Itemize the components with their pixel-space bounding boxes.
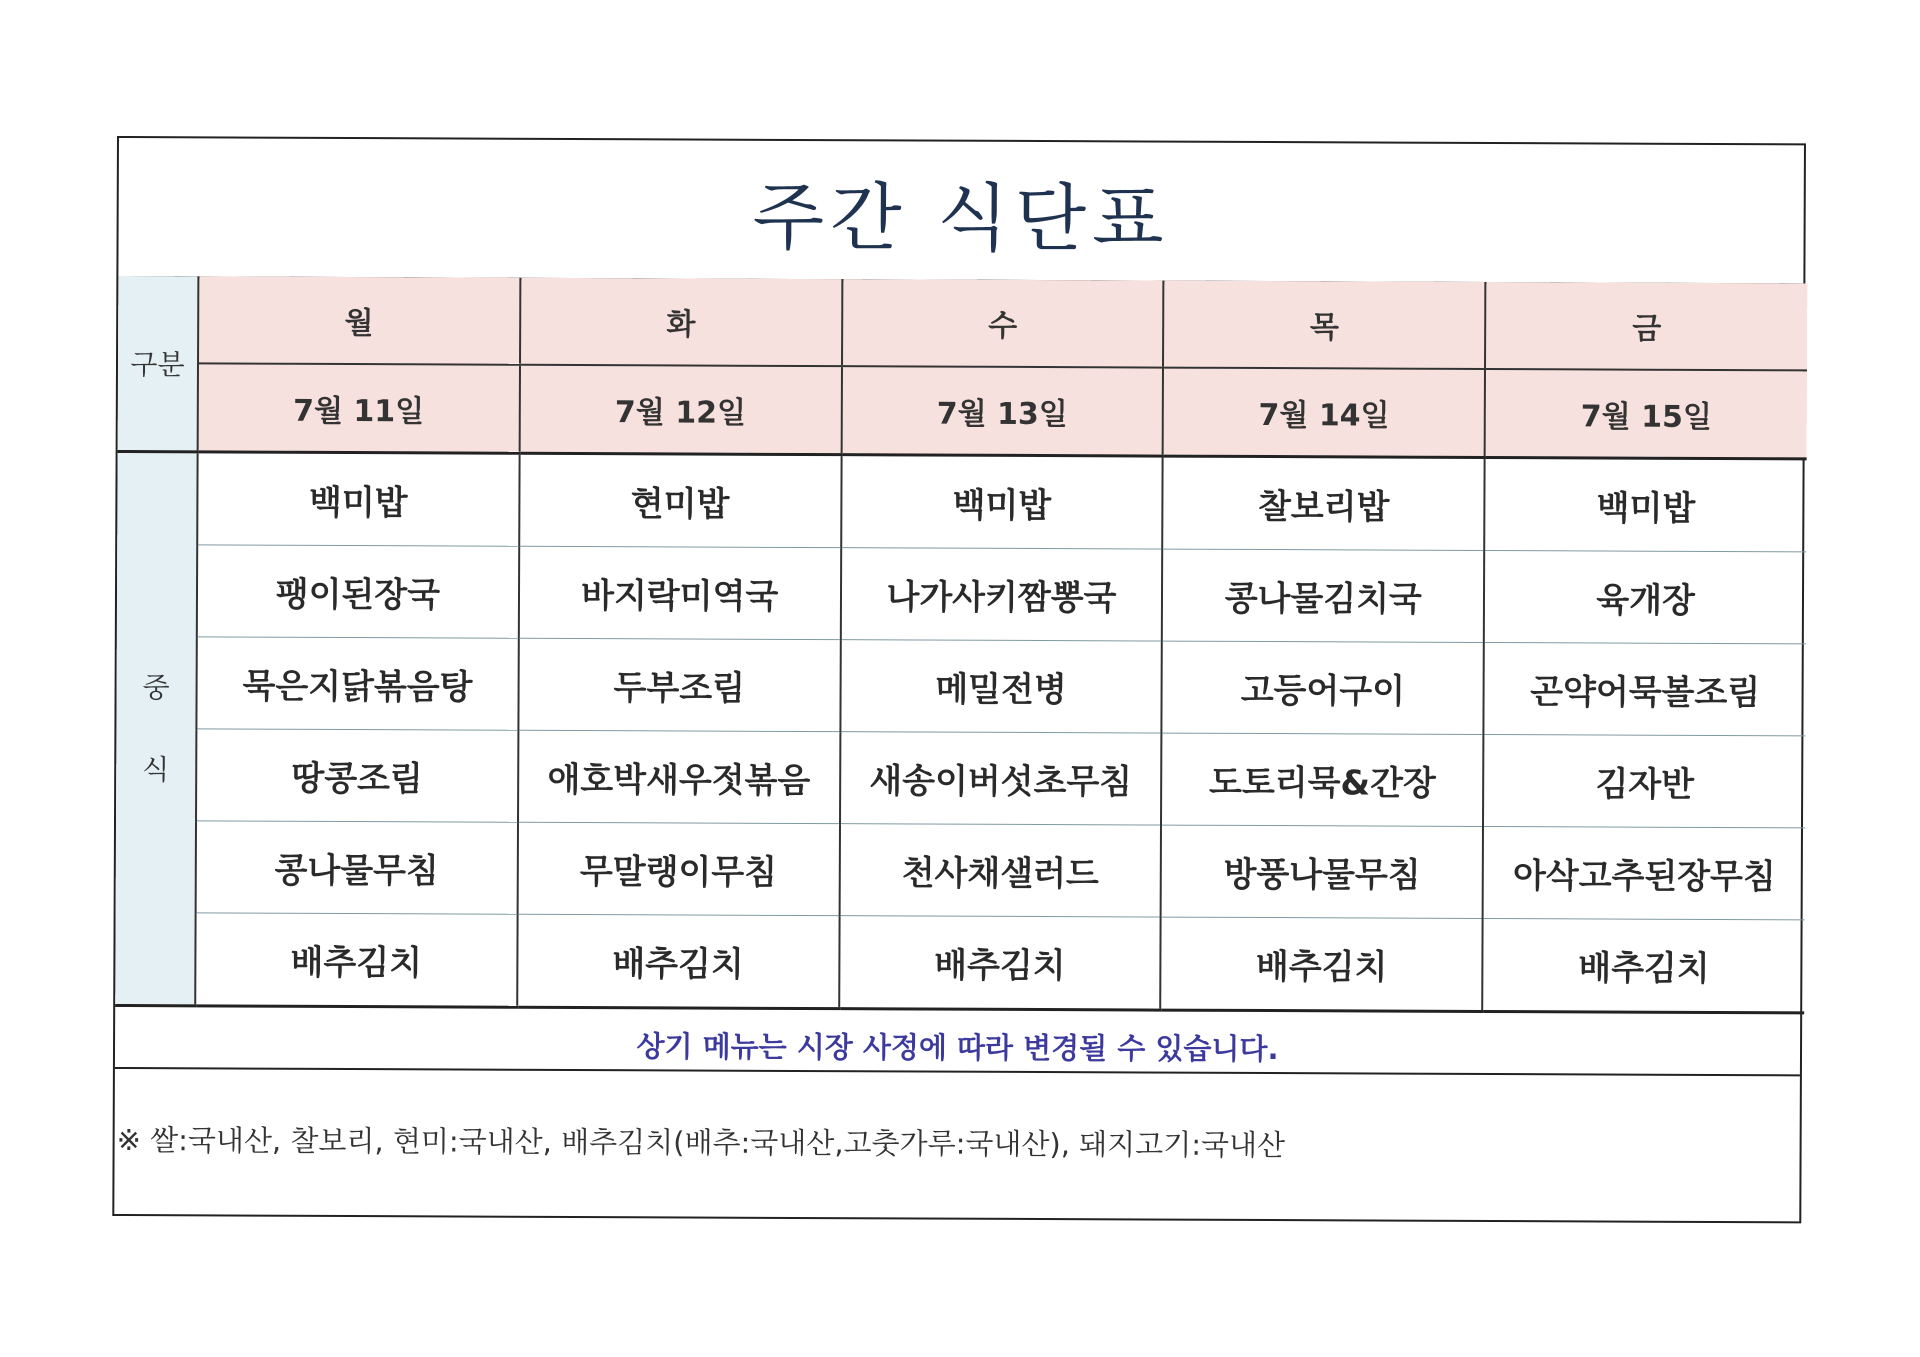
day-header-mon: 월 bbox=[198, 276, 520, 364]
dish-cell: 새송이버섯초무침 bbox=[840, 732, 1162, 825]
dish-cell: 천사채샐러드 bbox=[839, 824, 1161, 917]
dish-cell: 육개장 bbox=[1484, 550, 1806, 643]
date-tue: 7월 12일 bbox=[519, 365, 841, 455]
lunch-label-char-2: 식 bbox=[142, 752, 170, 786]
notice-text: 상기 메뉴는 시장 사정에 따라 변경될 수 있습니다. bbox=[636, 1028, 1279, 1066]
dish-cell: 곤약어묵볼조림 bbox=[1484, 642, 1806, 735]
dish-cell: 팽이된장국 bbox=[197, 545, 519, 638]
dish-cell: 메밀전병 bbox=[840, 640, 1162, 733]
dish-cell: 땅콩조림 bbox=[196, 729, 518, 822]
dish-cell: 도토리묵&간장 bbox=[1161, 733, 1483, 826]
dish-cell: 백미밥 bbox=[1484, 457, 1806, 551]
menu-table bbox=[115, 276, 1807, 1014]
dish-cell: 백미밥 bbox=[841, 455, 1163, 549]
dish-cell: 배추김치 bbox=[839, 916, 1161, 1010]
day-header-wed: 수 bbox=[842, 279, 1164, 367]
day-header-thu: 목 bbox=[1163, 281, 1485, 369]
menu-row bbox=[116, 729, 1805, 828]
date-header-row bbox=[118, 363, 1807, 459]
date-wed: 7월 13일 bbox=[841, 366, 1163, 456]
dish-cell: 배추김치 bbox=[517, 914, 839, 1008]
footnote-row bbox=[114, 1068, 1800, 1221]
dish-cell: 고등어구이 bbox=[1162, 641, 1484, 734]
page-title: 주간 식단표 bbox=[752, 174, 1170, 263]
dish-cell: 두부조림 bbox=[518, 638, 840, 731]
lunch-label-char-1: 중 bbox=[142, 670, 170, 704]
title-row bbox=[118, 138, 1804, 285]
dish-cell: 애호박새우젓볶음 bbox=[518, 730, 840, 823]
day-header-fri: 금 bbox=[1485, 282, 1807, 370]
menu-row bbox=[117, 545, 1806, 644]
dish-cell: 콩나물김치국 bbox=[1162, 549, 1484, 642]
dish-cell: 현미밥 bbox=[519, 453, 841, 547]
dish-cell: 백미밥 bbox=[197, 452, 519, 546]
day-header-tue: 화 bbox=[520, 278, 842, 366]
menu-row bbox=[116, 637, 1805, 736]
origin-footnote: ※ 쌀:국내산, 찰보리, 현미:국내산, 배추김치(배추:국내산,고춧가루:국내산), 돼지고기:국내산 bbox=[116, 1122, 1286, 1162]
date-thu: 7월 14일 bbox=[1163, 368, 1485, 458]
dish-cell: 김자반 bbox=[1483, 734, 1805, 827]
dish-cell: 방풍나물무침 bbox=[1161, 825, 1483, 918]
dish-cell: 나가사키짬뽕국 bbox=[840, 548, 1162, 641]
weekly-menu-sheet bbox=[112, 136, 1806, 1223]
dish-cell: 콩나물무침 bbox=[196, 821, 518, 914]
dish-cell: 무말랭이무침 bbox=[517, 822, 839, 915]
dish-cell: 배추김치 bbox=[195, 913, 517, 1007]
date-fri: 7월 15일 bbox=[1485, 369, 1807, 459]
dish-cell: 찰보리밥 bbox=[1163, 456, 1485, 550]
category-label: 구분 bbox=[130, 348, 185, 382]
menu-row bbox=[117, 452, 1806, 552]
dish-cell: 배추김치 bbox=[1161, 917, 1483, 1011]
dish-cell: 바지락미역국 bbox=[519, 546, 841, 639]
notice-row bbox=[115, 1017, 1800, 1076]
category-header-cell bbox=[118, 276, 199, 452]
lunch-label-cell bbox=[115, 452, 197, 1006]
date-mon: 7월 11일 bbox=[198, 363, 520, 453]
dish-cell: 배추김치 bbox=[1482, 918, 1804, 1012]
menu-row bbox=[116, 821, 1805, 920]
dish-cell: 아삭고추된장무침 bbox=[1483, 826, 1805, 919]
dish-cell: 묵은지닭볶음탕 bbox=[196, 637, 518, 730]
menu-row bbox=[115, 913, 1804, 1013]
day-header-row bbox=[118, 276, 1807, 370]
